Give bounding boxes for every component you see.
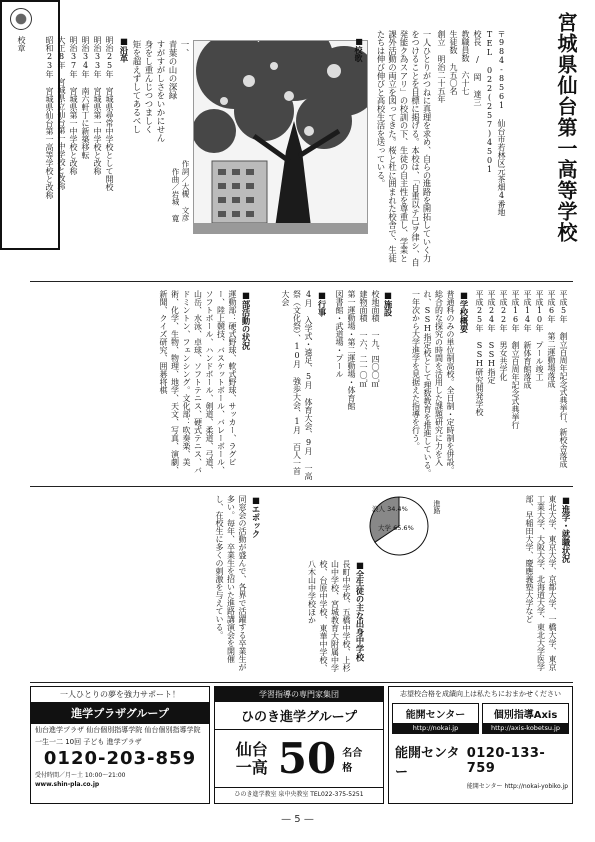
ad3-note[interactable]: 能開センター http://nokai-yobiko.jp bbox=[466, 783, 568, 790]
milestone-item: 平成25年 SSH研究開発学校 bbox=[475, 290, 484, 416]
results-heading: ■ 進学・就職状況 bbox=[560, 495, 572, 563]
events-text: 4月 入学式・遠足、5月 体育大会、9月 一高祭（文化祭）、10月 強歩大会、1月 百人一首大会 bbox=[281, 290, 313, 480]
history-item: 昭和23年 宮城県仙台第一高等学校と改称 bbox=[45, 36, 54, 199]
history-item: 大正8年 宮城県立仙台第一中学校と改称 bbox=[57, 36, 66, 190]
history-item: 明治33年 宮城県第一中学校と改称 bbox=[93, 36, 102, 175]
ad1-phone[interactable]: 0120-203-859 bbox=[43, 748, 197, 769]
emblem-label: 校章 bbox=[17, 36, 26, 52]
ad3-brand2: 個別指導Axis bbox=[493, 710, 558, 721]
info-staff: 教職員数 六十七 bbox=[461, 30, 470, 95]
ad1-row1: 仙台進学プラザ 仙台個別指導学院 仙台個別指導学院 bbox=[35, 726, 201, 734]
exam-text: 長町中学校、五橋中学校、上杉山中学校、宮城教育大附属中学校、台原中学校、東華中学校、八木山中学校ほか bbox=[307, 560, 351, 672]
ad3-contact bbox=[389, 736, 572, 780]
song-lyricist: 作詞／大槻 文彦 bbox=[181, 160, 190, 222]
results-text: 東北大学、東京大学、京都大学、一橋大学、東京工業大学、大阪大学、北海道大学、東北大学医学部、早稲田大学、慶應義塾大学など bbox=[525, 495, 557, 671]
ad2-tagline: 学習指導の専門家集団 bbox=[215, 687, 383, 702]
song-line-4: 矩を超えずしてあるべし bbox=[131, 40, 141, 134]
facility-item: 第一運動場・第二運動場・体育館 bbox=[347, 290, 356, 410]
song-line-1: 青葉の山の深緑 bbox=[167, 40, 177, 100]
ad3-url2[interactable]: http://axis-kobetsu.jp bbox=[483, 723, 568, 733]
club-text: 運動部：硬式野球、軟式野球、サッカー、ラグビー、陸上競技、バスケットボール、バレーボール、ソフトボール、ハンドボール、剣道、柔道、弓道、山岳、水泳、卓球、ソフトテニス、硬式テニス、バドミントン、フェンシング。文化部：吹奏楽、美術、化学、生物、物理、地学、天文、写真、演劇、新聞、クイズ研究、囲碁将棋 bbox=[159, 290, 237, 474]
school-photo bbox=[193, 40, 368, 234]
milestone-item: 平成5年 創立百周年記念式典挙行、新校舎落成 bbox=[559, 290, 568, 468]
history-item: 明治37年 宮城県第一中学校と改称 bbox=[69, 36, 78, 175]
ad-hinoki[interactable] bbox=[214, 686, 384, 804]
ad2-note: ひのき進学教室 泉中央教室 TEL022-375-5251 bbox=[215, 787, 383, 799]
info-founded: 創立 明治二十五年 bbox=[437, 30, 446, 103]
ad1-url[interactable]: www.shin-pla.co.jp bbox=[35, 781, 100, 788]
info-zip: 〒984-8561 仙台市若林区元茶畑4番地 bbox=[497, 30, 506, 216]
facilities-heading: ■ 施設 bbox=[382, 290, 394, 317]
school-emblem-icon bbox=[10, 8, 32, 30]
ad2-brand: ひのき進学グループ bbox=[215, 702, 383, 730]
history-item: 明治34年 南六軒丁に新築移転 bbox=[81, 36, 90, 159]
divider bbox=[30, 281, 573, 282]
milestone-item: 平成10年 プール竣工 bbox=[535, 290, 544, 381]
events-heading: ■ 行事 bbox=[316, 290, 328, 317]
ad3-url1[interactable]: http://nokai.jp bbox=[393, 723, 478, 733]
ad3-phone[interactable]: 0120-133-759 bbox=[466, 746, 546, 776]
divider bbox=[30, 486, 573, 487]
ad1-note: 受付時間／月～土 10:00～21:00 bbox=[35, 772, 126, 779]
features-heading: ■ 学校概要 bbox=[458, 290, 470, 333]
history-item: 明治25年 宮城県尋常中学校として開校 bbox=[105, 36, 114, 191]
divider bbox=[30, 682, 573, 683]
info-principal: 校長 / 岡 達三 bbox=[473, 30, 482, 106]
spirit-heading: ■ エポック bbox=[250, 495, 262, 538]
ad3-brand-footer: 能開センター bbox=[395, 746, 460, 780]
ad-shinpla[interactable] bbox=[30, 686, 210, 804]
ad2-headline bbox=[215, 730, 383, 783]
ad1-row2: 一生一二 10回 子ども 進学プラザ bbox=[35, 738, 142, 746]
milestone-item: 平成16年 創立百周年記念式典挙行 bbox=[511, 290, 520, 429]
ad3-box2[interactable] bbox=[482, 703, 569, 734]
facility-item: 図書館・武道場・プール bbox=[335, 290, 344, 378]
pie-label-ronin: 浪人 34.4% bbox=[372, 505, 408, 513]
info-tel: TEL 022(257)4501 bbox=[485, 30, 494, 174]
pie-label-uni: 大学 65.6% bbox=[378, 524, 414, 532]
features-text: 普通科のみの単位制高校。全日制・定時制を併設。総合的な探究の時間を活用した課題研究に力を入れ、SSH指定校として理数教育を推進している。一年次から大学進学を見据えた指導を行う。 bbox=[411, 290, 455, 477]
facility-item: 建物面積 一六、二一〇㎡ bbox=[359, 290, 368, 387]
ad3-brands bbox=[389, 701, 572, 736]
school-name: 宮城県仙台第一高等学校 bbox=[554, 12, 578, 243]
exam-heading: ■ 全生徒の主な出身中学校 bbox=[354, 560, 366, 661]
milestone-item: 平成22年 男女共学化 bbox=[499, 290, 508, 381]
ad3-tagline: 志望校合格を成績向上は私たちにおまかせください bbox=[400, 690, 561, 698]
club-heading: ■ 部活動の状況 bbox=[240, 290, 252, 350]
song-number: 一、 bbox=[179, 40, 189, 57]
history-heading: ■ 沿革 bbox=[118, 36, 130, 63]
page-number: — 5 — bbox=[281, 814, 314, 825]
ad-nokai[interactable] bbox=[388, 686, 573, 804]
song-line-2: すがすがしさをいかにせん bbox=[155, 40, 165, 142]
milestone-item: 平成14年 新体育館落成 bbox=[523, 290, 532, 389]
milestone-item: 平成24年 SSH指定 bbox=[487, 290, 496, 384]
school-intro-text: 一人ひとりがつねに真理を求め、自らの進路を開拓していく力をつけることを目標に掲げる。本校は、「自重以テ己ヲ律シ、自発能ク為スアリ」の校訓の下、生徒の自主性を尊重し、学業と課外活動の両立を図ってきた。桜と杜に囲まれた校舎で、生徒たちは伸び伸びと高校生活を送っている。 bbox=[376, 30, 432, 267]
ad1-tagline: 一人ひとりの夢を強力サポート！ bbox=[60, 690, 180, 699]
ad2-count: 50 bbox=[277, 734, 337, 783]
ad1-brand: 進学プラザグループ bbox=[31, 702, 209, 724]
info-students: 生徒数 九五〇名 bbox=[449, 30, 458, 95]
song-composer: 作曲／岩城 寛 bbox=[171, 168, 180, 222]
pie-title: 進路 bbox=[433, 500, 441, 514]
photo-caption: ■校歌 bbox=[354, 36, 364, 62]
school-photo-image bbox=[194, 41, 368, 234]
song-line-3: 身をし重んじつつましく bbox=[143, 40, 153, 134]
spirit-text: 同窓会の活動が盛んで、各界で活躍する卒業生が多い。毎年、卒業生を招いた進路講演会を開催し、在校生に多くの刺激を与えている。 bbox=[215, 495, 247, 671]
ad3-brand1: 能開センター bbox=[405, 710, 466, 721]
ad2-pass: 名合格 bbox=[342, 747, 363, 774]
ad3-box1[interactable] bbox=[392, 703, 479, 734]
ad2-school: 仙台一高 bbox=[235, 739, 268, 777]
milestone-item: 平成6年 第二運動場落成 bbox=[547, 290, 556, 388]
facility-item: 校地面積 一九、四〇〇㎡ bbox=[371, 290, 380, 387]
